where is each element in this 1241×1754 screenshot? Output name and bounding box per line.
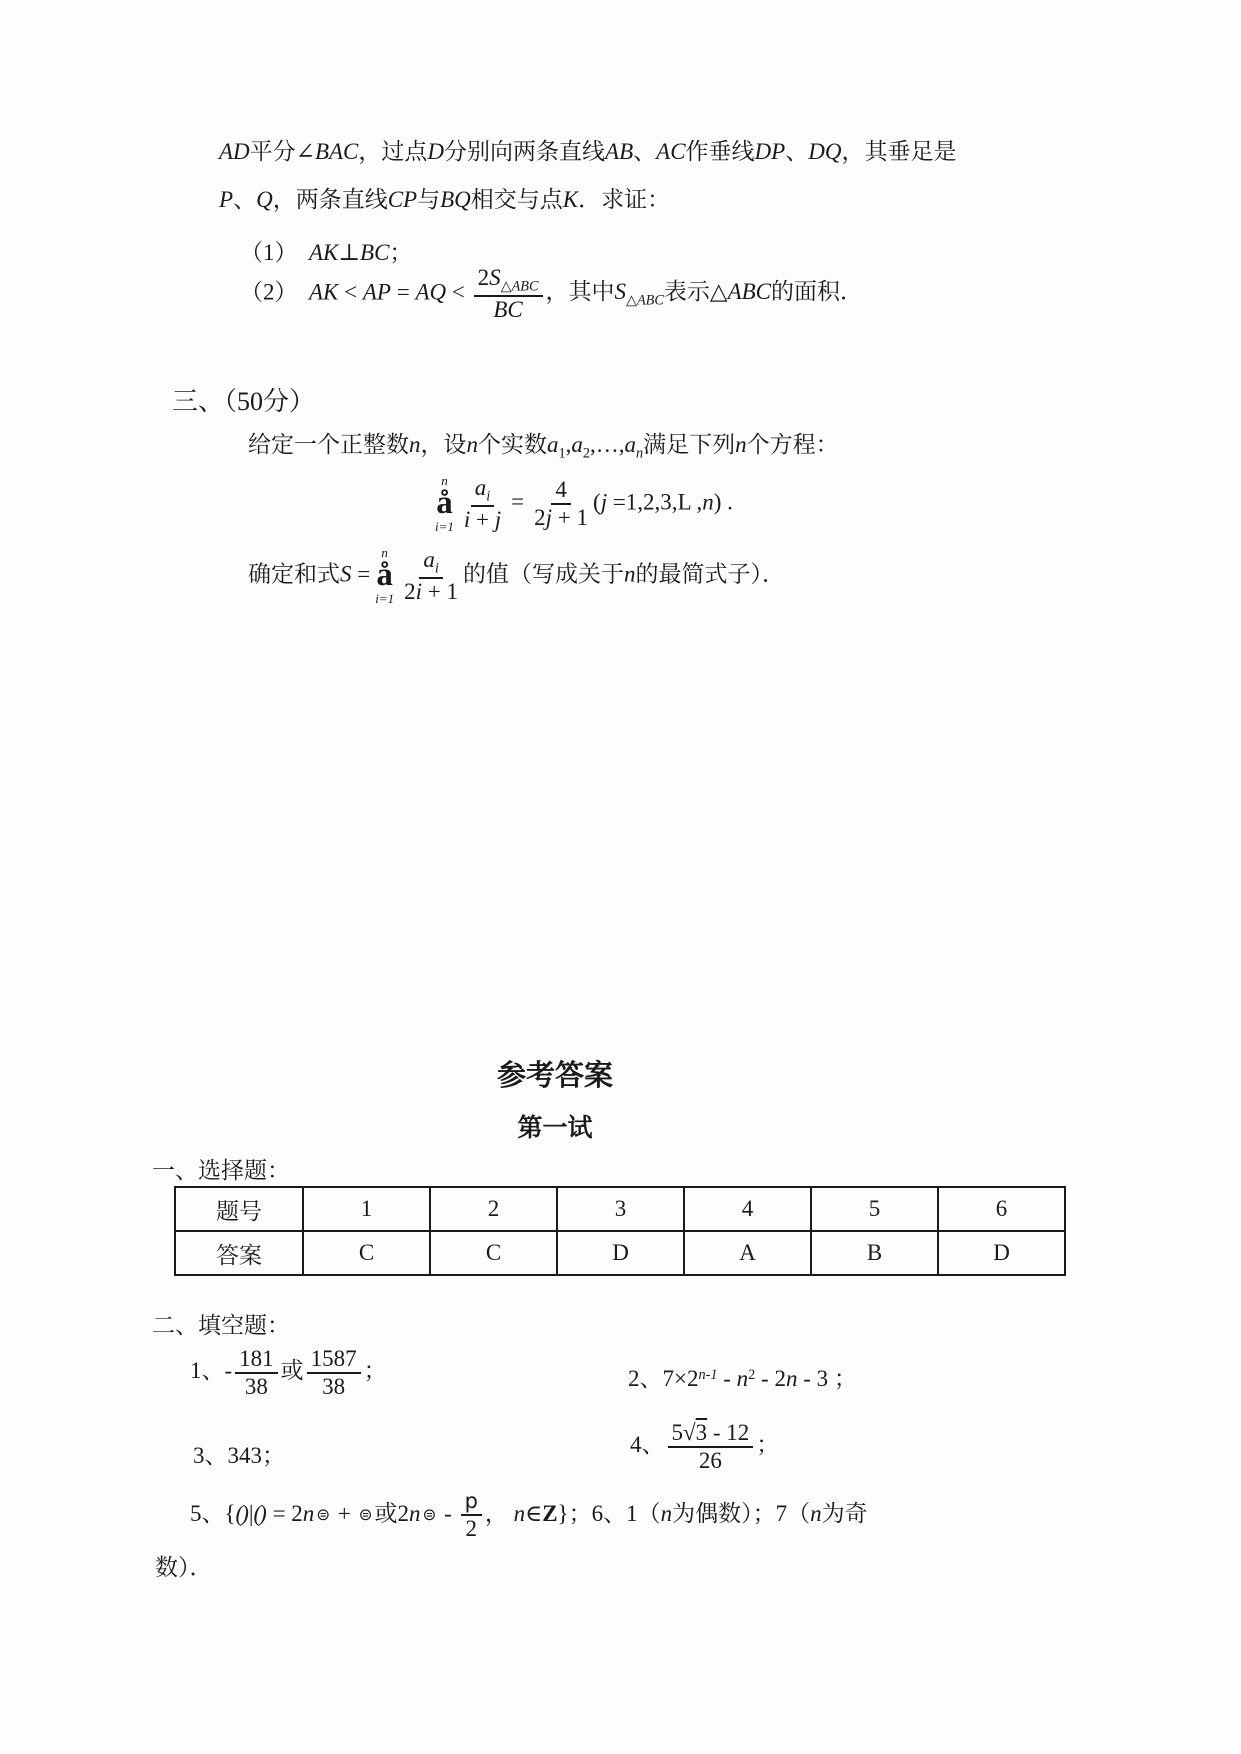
equation-2-post: 的值（写成关于n的最简式子）． <box>463 561 785 587</box>
table-cell-q6: 6 <box>938 1187 1065 1231</box>
table-cell-a2: C <box>430 1231 557 1275</box>
fill-answer-5-post: ， n∈Z}；6、1（n为偶数）；7（n为奇 <box>484 1500 868 1526</box>
table-cell-q4: 4 <box>684 1187 811 1231</box>
table-cell-q3: 3 <box>557 1187 684 1231</box>
fraction-181-over-38: $\frac{181}{38}$ <box>235 1346 278 1400</box>
fraction-4-over-2j-plus-1: $\frac{4}{2j + 1}$ <box>534 477 589 530</box>
fill-answer-2: 2、$7\times 2^{n-1} - n^2 - 2n - 3$ ； <box>628 1366 857 1391</box>
semicolon: ； <box>756 1432 780 1458</box>
table-cell-q2: 2 <box>430 1187 557 1231</box>
table-cell-a5: B <box>811 1231 938 1275</box>
fill-answer-4 <box>630 1420 779 1474</box>
fraction-ai-over-2i-plus-1: $\frac{a_i}{2i + 1}$ <box>404 546 458 605</box>
first-test-subtitle: 第一试 <box>517 1115 593 1142</box>
fill-answer-1 <box>190 1346 387 1400</box>
summation-symbol: n å i=1 <box>375 545 395 606</box>
fill-answer-5-6-7 <box>190 1490 868 1541</box>
proof-item-2 <box>240 265 863 323</box>
geometry-problem-line-1: AD平分∠BAC，过点D分别向两条直线AB、AC作垂线DP、DQ，其垂足是 <box>219 139 957 164</box>
answer-table-header-row <box>175 1187 1065 1231</box>
table-cell-q5: 5 <box>811 1187 938 1231</box>
fraction-2S-over-BC: $\frac{2S_{\triangle ABC}}{BC}$ <box>474 265 543 323</box>
section-three-heading: 三、（50分） <box>172 387 316 416</box>
equals-sign: = <box>511 489 525 515</box>
minus-sign: - <box>224 1358 233 1384</box>
summation-symbol: n å i=1 <box>435 473 454 534</box>
proof-item-1: （1） AK⊥BC； <box>240 240 413 265</box>
fill-answer-5-pre: 5、{()|() = 2n ⊜ + ⊜或2n ⊜ - <box>190 1500 458 1526</box>
equation-2-pre: 确定和式S = <box>248 561 371 587</box>
table-cell-a3: D <box>557 1231 684 1275</box>
answer-table <box>174 1186 1066 1276</box>
geometry-problem-paragraph <box>219 128 956 224</box>
table-cell-a1: C <box>303 1231 430 1275</box>
fill-answer-3: 3、343； <box>193 1443 285 1468</box>
display-equation-1 <box>430 474 733 534</box>
proof-item-2-post: ，其中$S_{\triangle ABC}$表示△ABC的面积． <box>545 279 864 309</box>
multiple-choice-heading: 一、选择题： <box>152 1158 290 1183</box>
fraction-p-over-2: $\frac{p}{2}$ <box>461 1490 482 1541</box>
reference-answers-title: 参考答案 <box>496 1060 613 1092</box>
fill-answer-wrap-line: 数）． <box>155 1555 213 1580</box>
geometry-problem-line-2: P、Q，两条直线CP与BQ相交与点K．求证： <box>219 187 671 212</box>
table-cell-answer-label: 答案 <box>175 1231 303 1275</box>
semicolon: ； <box>363 1358 387 1384</box>
table-cell-a4: A <box>684 1231 811 1275</box>
or-character: 或 <box>280 1358 304 1384</box>
fill-answer-4-label: 4、 <box>630 1432 665 1458</box>
problem-three-statement: 给定一个正整数n，设n个实数$a_1,a_2,\dots,a_n$满足下列n个方程： <box>248 432 839 462</box>
answer-table-answer-row <box>175 1231 1065 1275</box>
proof-item-2-pre: （2） AK < AP = AQ < <box>240 279 471 305</box>
table-cell-q1: 1 <box>303 1187 430 1231</box>
fill-in-blanks-heading: 二、填空题： <box>152 1313 290 1338</box>
equation-1-condition: (j =1,2,3,L ,n) . <box>593 489 733 515</box>
fraction-ai-over-i-plus-j: $\frac{a_i}{i + j}$ <box>463 474 502 533</box>
table-cell-question-label: 题号 <box>175 1187 303 1231</box>
fraction-1587-over-38: $\frac{1587}{38}$ <box>307 1346 361 1400</box>
fill-answer-1-label: 1、 <box>190 1358 225 1384</box>
fraction-5root3-minus-12-over-26: $\frac{5√3 - 12}{26}$ <box>668 1420 754 1474</box>
display-equation-2 <box>248 546 785 606</box>
table-cell-a6: D <box>938 1231 1065 1275</box>
